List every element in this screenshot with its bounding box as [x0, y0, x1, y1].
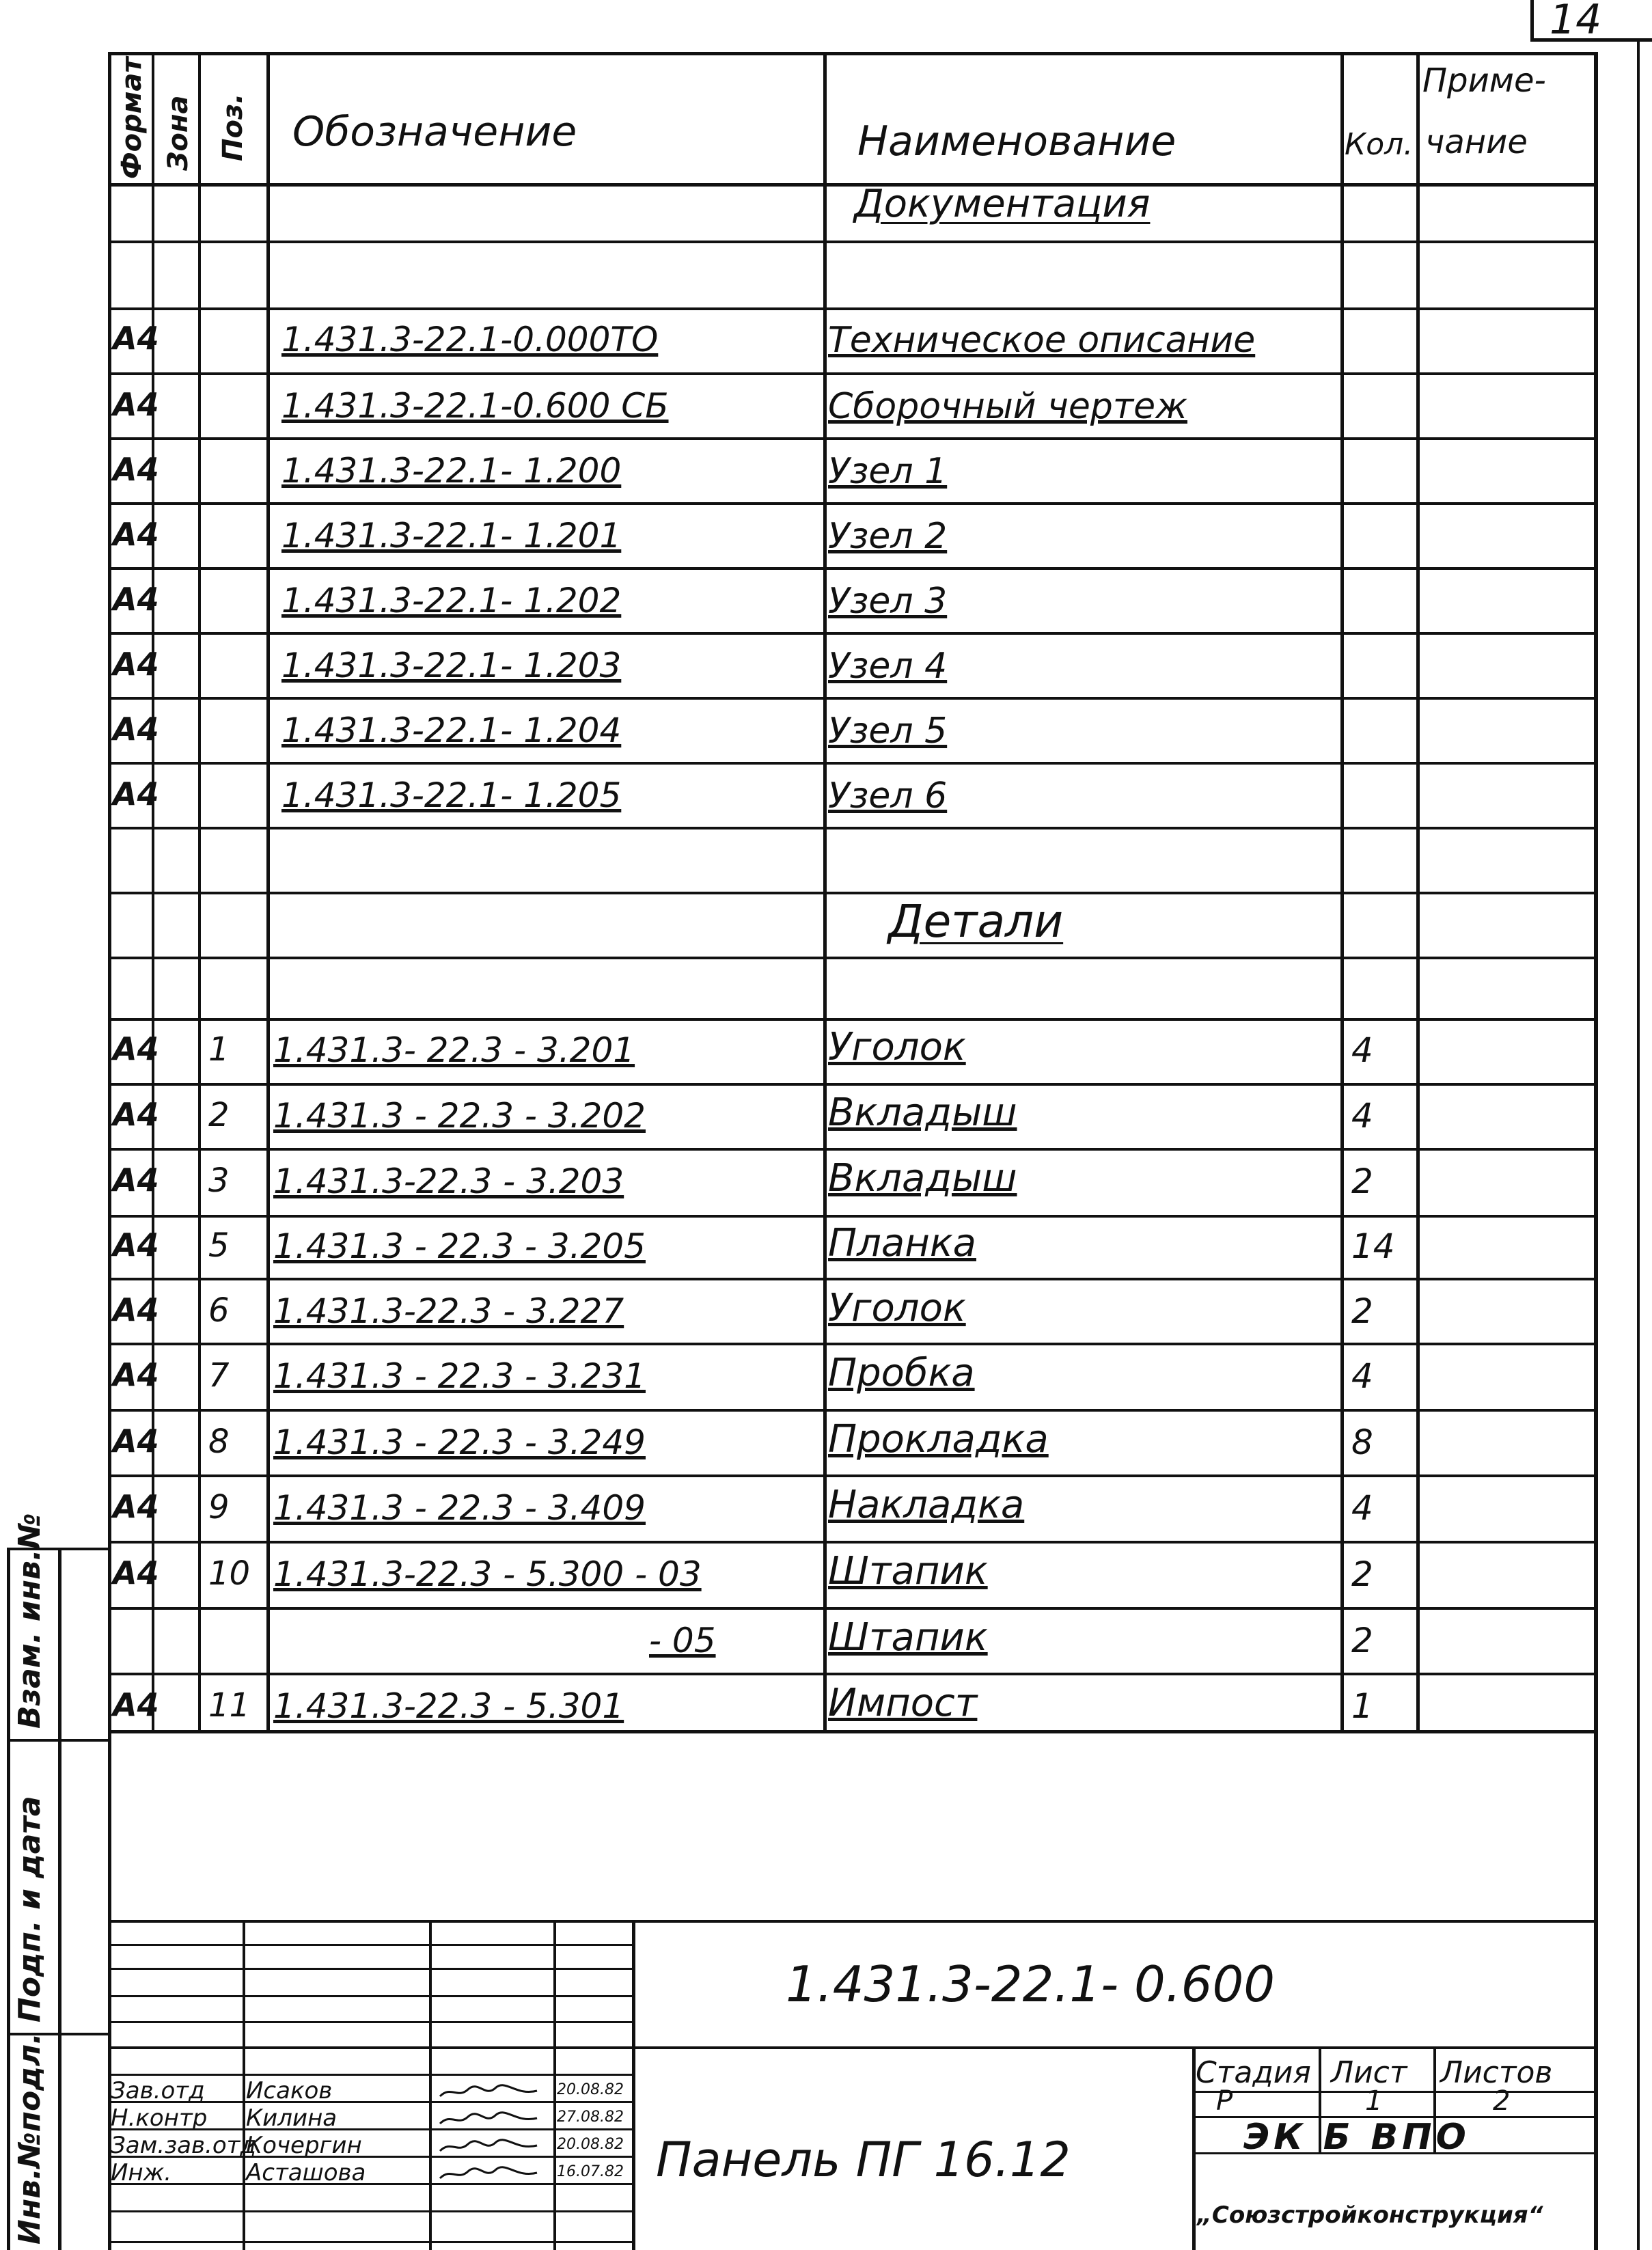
header-qty: Кол. — [1345, 127, 1414, 162]
format-cell: A4 — [113, 1554, 159, 1591]
designation-cell: 1.431.3-22.1-0.600 СБ — [281, 386, 669, 426]
role-cell: Зам.зав.отд — [111, 2132, 256, 2159]
qty-cell: 1 — [1351, 1686, 1373, 1726]
stage-label: Стадия — [1196, 2055, 1311, 2090]
name-cell: Вкладыш — [828, 1156, 1017, 1201]
header-note-1: Приме- — [1422, 61, 1546, 100]
format-cell: A4 — [113, 1356, 159, 1393]
person-name: Исаков — [246, 2077, 333, 2104]
org-code: ЭК Б ВПО — [1243, 2117, 1470, 2158]
format-cell: A4 — [113, 1423, 159, 1459]
qty-cell: 4 — [1351, 1488, 1373, 1528]
name-cell: Штапик — [828, 1549, 988, 1593]
header-zone: Зона — [163, 95, 194, 171]
header-pos: Поз. — [217, 93, 249, 161]
signature-scribble — [437, 2166, 540, 2182]
pos-cell: 6 — [208, 1291, 230, 1330]
qty-cell: 8 — [1351, 1423, 1373, 1462]
section-parts: Детали — [888, 895, 1064, 948]
person-name: Асташова — [246, 2159, 366, 2186]
date-cell: 20.08.82 — [557, 2136, 624, 2153]
name-cell: Штапик — [828, 1615, 988, 1660]
sheet-value: 1 — [1365, 2085, 1383, 2117]
section-documentation: Документация — [854, 182, 1151, 226]
header-designation: Обозначение — [292, 108, 577, 156]
format-cell: A4 — [113, 1162, 159, 1198]
name-cell: Вкладыш — [828, 1090, 1017, 1135]
sheet-label: Лист — [1331, 2055, 1407, 2090]
stage-value: Р — [1216, 2085, 1233, 2117]
designation-cell: 1.431.3-22.1- 1.201 — [281, 516, 622, 555]
format-cell: A4 — [113, 516, 159, 553]
pos-cell: 2 — [208, 1096, 230, 1134]
role-cell: Н.контр — [111, 2104, 208, 2132]
format-cell: A4 — [113, 320, 159, 357]
designation-cell: 1.431.3-22.1- 1.200 — [281, 451, 622, 491]
side-label-vzam-inv: Взам. инв.№ — [12, 1513, 47, 1729]
designation-cell: 1.431.3-22.1- 1.202 — [281, 581, 622, 620]
designation-cell: 1.431.3-22.1- 1.204 — [281, 711, 622, 750]
drawing-title: Панель ПГ 16.12 — [656, 2132, 1071, 2188]
side-label-podp-data: Подп. и дата — [12, 1796, 47, 2022]
qty-cell: 2 — [1351, 1162, 1373, 1201]
format-cell: A4 — [113, 581, 159, 618]
name-cell: Узел 5 — [828, 711, 948, 752]
designation-cell: 1.431.3-22.3 - 5.301 — [273, 1686, 624, 1726]
name-cell: Узел 3 — [828, 581, 948, 622]
name-cell: Накладка — [828, 1483, 1025, 1527]
designation-cell: 1.431.3- 22.3 - 3.201 — [273, 1030, 635, 1070]
name-cell: Техническое описание — [828, 320, 1256, 361]
name-cell: Прокладка — [828, 1417, 1049, 1462]
header-name: Наименование — [857, 118, 1176, 165]
designation-cell: 1.431.3 - 22.3 - 3.409 — [273, 1488, 646, 1528]
person-name: Килина — [246, 2104, 338, 2132]
designation-cell: - 05 — [649, 1621, 716, 1660]
format-cell: A4 — [113, 711, 159, 747]
qty-cell: 14 — [1351, 1226, 1395, 1266]
frame-right-outer — [1637, 38, 1640, 2250]
format-cell: A4 — [113, 1096, 159, 1133]
sheets-value: 2 — [1493, 2085, 1511, 2117]
signature-scribble — [437, 2139, 540, 2155]
format-cell: A4 — [113, 1030, 159, 1067]
format-cell: A4 — [113, 776, 159, 812]
name-cell: Узел 2 — [828, 516, 948, 557]
name-cell: Сборочный чертеж — [828, 386, 1187, 427]
qty-cell: 2 — [1351, 1554, 1373, 1594]
name-cell: Узел 6 — [828, 776, 948, 817]
name-cell: Пробка — [828, 1351, 975, 1395]
signature-scribble — [437, 2084, 540, 2100]
qty-cell: 4 — [1351, 1356, 1373, 1396]
format-cell: A4 — [113, 1291, 159, 1328]
name-cell: Уголок — [828, 1286, 966, 1330]
pos-cell: 7 — [208, 1356, 230, 1395]
name-cell: Импост — [828, 1681, 978, 1725]
frame-top — [108, 52, 1597, 55]
qty-cell: 2 — [1351, 1291, 1373, 1331]
pos-cell: 5 — [208, 1226, 230, 1265]
designation-cell: 1.431.3 - 22.3 - 3.205 — [273, 1226, 646, 1266]
designation-cell: 1.431.3 - 22.3 - 3.249 — [273, 1423, 646, 1462]
name-cell: Уголок — [828, 1025, 966, 1069]
designation-cell: 1.431.3 - 22.3 - 3.202 — [273, 1096, 646, 1136]
name-cell: Узел 1 — [828, 451, 948, 492]
qty-cell: 4 — [1351, 1096, 1373, 1136]
qty-cell: 2 — [1351, 1621, 1373, 1660]
doc-number: 1.431.3-22.1- 0.600 — [786, 1956, 1276, 2013]
designation-cell: 1.431.3-22.1-0.000ТО — [281, 320, 659, 359]
format-cell: A4 — [113, 1488, 159, 1525]
sheet-corner-number: 14 — [1550, 0, 1602, 44]
designation-cell: 1.431.3-22.1- 1.203 — [281, 646, 622, 685]
side-label-inv-podl: Инв.№подл. — [12, 2033, 47, 2245]
pos-cell: 11 — [208, 1686, 251, 1725]
format-cell: A4 — [113, 1226, 159, 1263]
qty-cell: 4 — [1351, 1030, 1373, 1070]
designation-cell: 1.431.3-22.3 - 5.300 - 03 — [273, 1554, 702, 1594]
person-name: Кочергин — [246, 2132, 362, 2159]
designation-cell: 1.431.3-22.3 - 3.203 — [273, 1162, 624, 1201]
pos-cell: 3 — [208, 1162, 230, 1200]
pos-cell: 10 — [208, 1554, 251, 1593]
pos-cell: 1 — [208, 1030, 230, 1069]
org-name: „Союзстройконструкция“ — [1197, 2201, 1543, 2229]
name-cell: Узел 4 — [828, 646, 948, 687]
pos-cell: 8 — [208, 1423, 230, 1461]
date-cell: 16.07.82 — [557, 2163, 624, 2180]
pos-cell: 9 — [208, 1488, 230, 1526]
role-cell: Инж. — [111, 2159, 172, 2186]
name-cell: Планка — [828, 1221, 976, 1265]
role-cell: Зав.отд — [111, 2077, 205, 2104]
format-cell: A4 — [113, 386, 159, 423]
header-note-2: чание — [1425, 123, 1528, 161]
designation-cell: 1.431.3-22.1- 1.205 — [281, 776, 622, 815]
format-cell: A4 — [113, 646, 159, 683]
format-cell: A4 — [113, 451, 159, 488]
designation-cell: 1.431.3 - 22.3 - 3.231 — [273, 1356, 646, 1396]
designation-cell: 1.431.3-22.3 - 3.227 — [273, 1291, 624, 1331]
date-cell: 20.08.82 — [557, 2081, 624, 2098]
format-cell: A4 — [113, 1686, 159, 1723]
signature-scribble — [437, 2111, 540, 2128]
header-format: Формат — [116, 57, 148, 179]
date-cell: 27.08.82 — [557, 2109, 624, 2126]
sheets-label: Листов — [1440, 2055, 1553, 2090]
